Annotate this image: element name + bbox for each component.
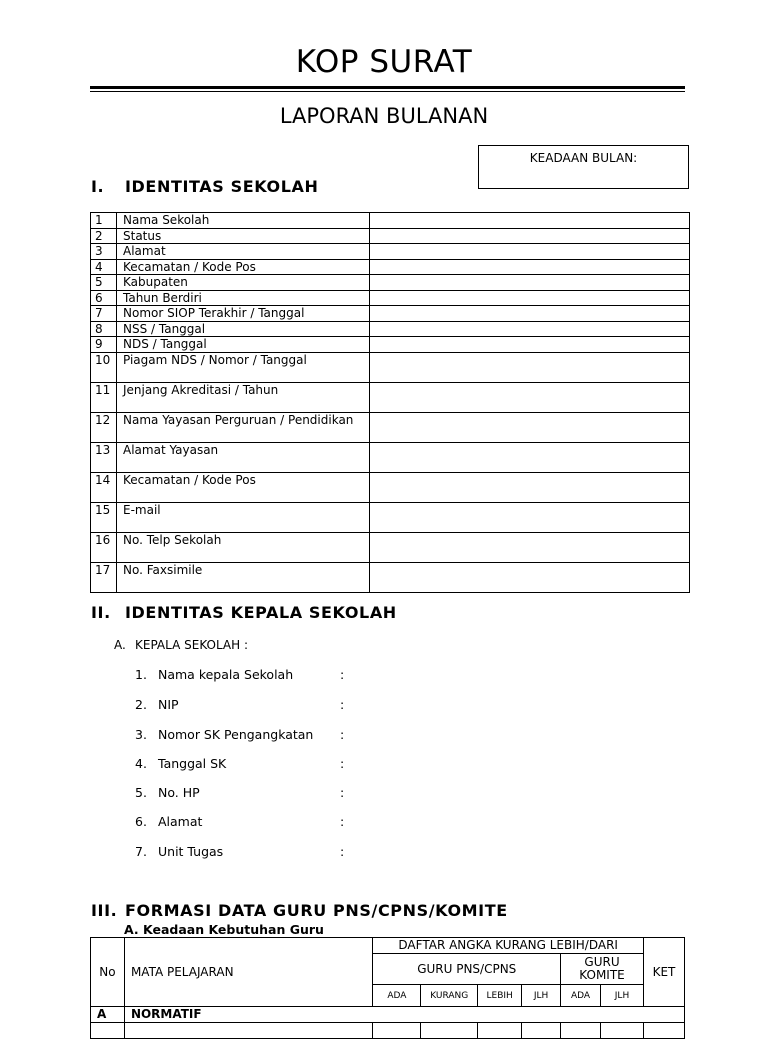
identity-row (91, 337, 690, 353)
identity-row (91, 472, 690, 502)
principal-field-colon: : (340, 814, 345, 829)
identity-row-value (370, 532, 690, 562)
identity-row (91, 382, 690, 412)
identity-row (91, 321, 690, 337)
month-label: KEADAAN BULAN: (529, 151, 638, 165)
principal-field-colon: : (340, 727, 345, 742)
principal-field-colon: : (340, 756, 345, 771)
identity-row-number: 16 (91, 532, 117, 562)
empty-cell (478, 1023, 522, 1039)
principal-field-colon: : (340, 785, 345, 800)
principal-field-number: 6. (135, 814, 147, 829)
school-identity-table (90, 212, 690, 593)
header-ket: KET (643, 938, 684, 1007)
letterhead-thin-rule (90, 91, 685, 92)
identity-row-label: Kecamatan / Kode Pos (117, 259, 370, 275)
header-jlh: JLH (522, 985, 561, 1007)
identity-row-value (370, 321, 690, 337)
identity-row (91, 442, 690, 472)
principal-field (135, 785, 344, 800)
identity-row-value (370, 352, 690, 382)
principal-field (135, 844, 344, 859)
section-3-title: FORMASI DATA GURU PNS/CPNS/KOMITE (125, 901, 508, 920)
identity-row-label: Nama Yayasan Perguruan / Pendidikan (117, 412, 370, 442)
principal-sub-letter: A. (114, 638, 126, 652)
group-label: NORMATIF (124, 1007, 684, 1023)
identity-row-value (370, 228, 690, 244)
identity-row-number: 17 (91, 562, 117, 592)
identity-row-label: Status (117, 228, 370, 244)
section-3-number: III. (91, 901, 118, 920)
identity-row-value (370, 290, 690, 306)
principal-field-colon: : (340, 697, 345, 712)
identity-row-label: Nomor SIOP Terakhir / Tanggal (117, 306, 370, 322)
identity-row-value (370, 244, 690, 260)
section-2-number: II. (91, 603, 111, 622)
identity-row-number: 1 (91, 213, 117, 229)
empty-cell (373, 1023, 421, 1039)
identity-row-label: No. Faxsimile (117, 562, 370, 592)
identity-row-number: 11 (91, 382, 117, 412)
principal-field-number: 5. (135, 785, 147, 800)
empty-cell (124, 1023, 372, 1039)
principal-field-number: 3. (135, 727, 147, 742)
identity-row (91, 290, 690, 306)
principal-field-colon: : (340, 844, 345, 859)
letterhead-title: KOP SURAT (295, 44, 473, 80)
principal-sub-title: KEPALA SEKOLAH : (135, 638, 249, 652)
identity-row-label: Piagam NDS / Nomor / Tanggal (117, 352, 370, 382)
empty-cell (91, 1023, 125, 1039)
identity-row-label: NDS / Tanggal (117, 337, 370, 353)
identity-row-number: 3 (91, 244, 117, 260)
identity-row-value (370, 337, 690, 353)
principal-field (135, 697, 344, 712)
identity-row-value (370, 259, 690, 275)
identity-row-label: Nama Sekolah (117, 213, 370, 229)
header-kurang: KURANG (421, 985, 478, 1007)
principal-field (135, 667, 344, 682)
principal-field-label: Alamat (158, 814, 203, 829)
identity-row-number: 7 (91, 306, 117, 322)
identity-row-value (370, 562, 690, 592)
identity-row (91, 306, 690, 322)
identity-row (91, 228, 690, 244)
principal-field-colon: : (340, 667, 345, 682)
identity-row-value (370, 306, 690, 322)
identity-row-label: Alamat (117, 244, 370, 260)
identity-row-number: 12 (91, 412, 117, 442)
principal-field-number: 2. (135, 697, 147, 712)
identity-row (91, 275, 690, 291)
header-difference: DAFTAR ANGKA KURANG LEBIH/DARI (373, 938, 644, 954)
principal-field (135, 756, 344, 771)
principal-field-number: 7. (135, 844, 147, 859)
identity-row-label: No. Telp Sekolah (117, 532, 370, 562)
empty-cell (643, 1023, 684, 1039)
principal-field-label: Unit Tugas (158, 844, 224, 859)
identity-row-number: 9 (91, 337, 117, 353)
identity-row-value (370, 213, 690, 229)
principal-field-label: Tanggal SK (158, 756, 227, 771)
identity-row (91, 352, 690, 382)
empty-cell (421, 1023, 478, 1039)
identity-row (91, 244, 690, 260)
identity-row-value (370, 442, 690, 472)
section-1-number: I. (91, 177, 105, 196)
identity-row (91, 213, 690, 229)
report-title: LAPORAN BULANAN (279, 104, 489, 128)
principal-field-number: 1. (135, 667, 147, 682)
identity-row (91, 532, 690, 562)
section-3-heading (91, 901, 508, 920)
header-pns: GURU PNS/CPNS (373, 954, 561, 985)
identity-row (91, 259, 690, 275)
section-1-heading (91, 177, 318, 196)
principal-field-label: NIP (158, 697, 179, 712)
identity-row-number: 4 (91, 259, 117, 275)
identity-row-number: 5 (91, 275, 117, 291)
identity-row-value (370, 502, 690, 532)
section-2-heading (91, 603, 397, 622)
identity-row-value (370, 275, 690, 291)
principal-field (135, 727, 344, 742)
section-1-title: IDENTITAS SEKOLAH (125, 177, 319, 196)
identity-row-number: 15 (91, 502, 117, 532)
identity-row (91, 502, 690, 532)
principal-subheading (114, 638, 248, 652)
identity-row-number: 14 (91, 472, 117, 502)
identity-row-number: 8 (91, 321, 117, 337)
identity-row-number: 10 (91, 352, 117, 382)
teacher-needs-subheading: A. Keadaan Kebutuhan Guru (124, 922, 324, 937)
header-komite-jlh: JLH (601, 985, 644, 1007)
empty-cell (601, 1023, 644, 1039)
identity-row-value (370, 412, 690, 442)
identity-row-value (370, 382, 690, 412)
header-ada: ADA (373, 985, 421, 1007)
identity-row-label: Jenjang Akreditasi / Tahun (117, 382, 370, 412)
identity-row-label: NSS / Tanggal (117, 321, 370, 337)
principal-field-label: Nomor SK Pengangkatan (158, 727, 314, 742)
identity-row-number: 13 (91, 442, 117, 472)
identity-row-label: E-mail (117, 502, 370, 532)
identity-row-number: 6 (91, 290, 117, 306)
header-komite: GURU KOMITE (561, 954, 644, 985)
header-no: No (91, 938, 125, 1007)
principal-field-number: 4. (135, 756, 147, 771)
empty-cell (561, 1023, 601, 1039)
principal-field (135, 814, 344, 829)
identity-row-value (370, 472, 690, 502)
identity-row (91, 562, 690, 592)
identity-row (91, 412, 690, 442)
principal-field-label: No. HP (158, 785, 200, 800)
header-komite-ada: ADA (561, 985, 601, 1007)
month-box (478, 145, 689, 189)
header-subject: MATA PELAJARAN (124, 938, 372, 1007)
identity-row-label: Kabupaten (117, 275, 370, 291)
header-lebih: LEBIH (478, 985, 522, 1007)
identity-row-label: Alamat Yayasan (117, 442, 370, 472)
identity-row-number: 2 (91, 228, 117, 244)
group-no: A (91, 1007, 125, 1023)
identity-row-label: Kecamatan / Kode Pos (117, 472, 370, 502)
empty-cell (522, 1023, 561, 1039)
principal-field-label: Nama kepala Sekolah (158, 667, 294, 682)
letterhead-thick-rule (90, 86, 685, 89)
identity-row-label: Tahun Berdiri (117, 290, 370, 306)
section-2-title: IDENTITAS KEPALA SEKOLAH (125, 603, 397, 622)
